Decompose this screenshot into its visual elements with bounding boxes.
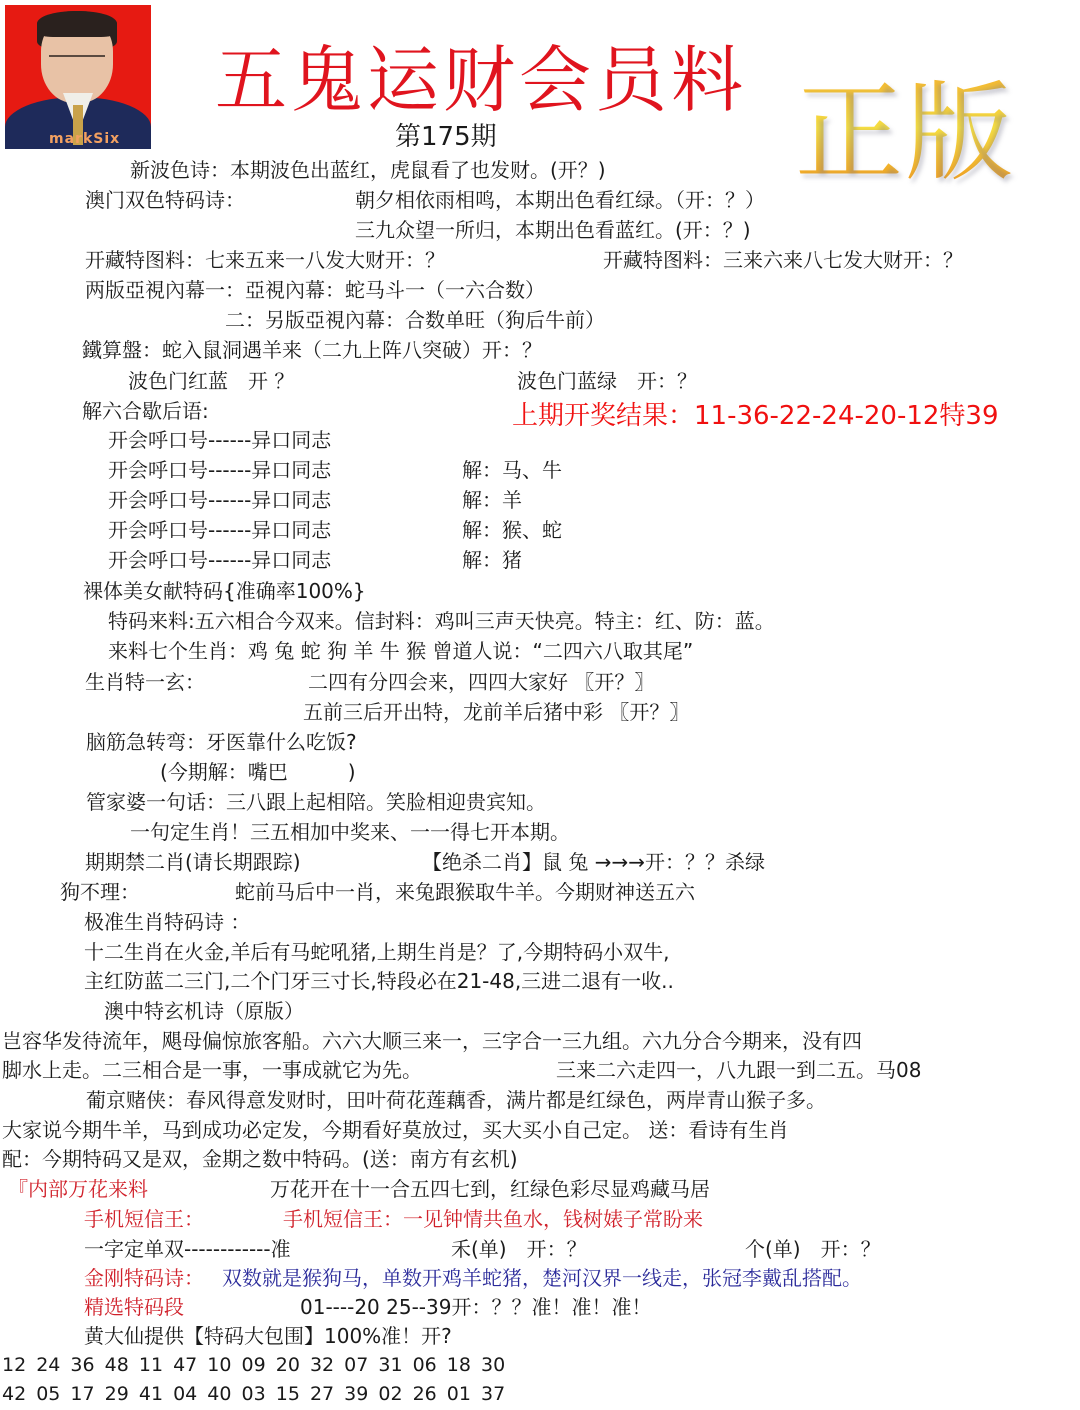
genuine-stamp: 正版 <box>795 71 1016 196</box>
poem-line-1: 岂容华发待流年，飓母偏惊旅客船。六六大顺三来一，三字合一三九组。六九分合今期来，没有四 <box>2 1029 862 1053</box>
wanhua-label: 『内部万花来料 <box>8 1177 148 1201</box>
xiehouyu-phrase: 开会呼口号------异口同志 <box>108 518 332 542</box>
dog-ignore-value: 蛇前马后中一肖，来兔跟猴取牛羊。今期财神送五六 <box>235 880 695 904</box>
numbers-row-1: 12 24 36 48 11 47 10 09 20 32 07 31 06 18 30 <box>2 1354 506 1376</box>
sms-king-value: 手机短信王：一见钟情共鱼水，钱树婊子常盼来 <box>283 1207 703 1231</box>
banned-value: 【绝杀二肖】鼠 兔 →→→开：？？杀绿 <box>422 850 765 874</box>
portrait-image <box>5 5 151 149</box>
macau-color-line-1: 朝夕相依雨相鸣，本期出色看红绿。（开：？） <box>355 188 765 212</box>
xiehouyu-phrase: 开会呼口号------异口同志 <box>108 458 332 482</box>
previous-draw-result: 上期开奖结果：11-36-22-24-20-12特39 <box>512 401 999 431</box>
wave-door-blue-green: 波色门蓝绿 开：？ <box>517 369 697 393</box>
tema-source-line: 特码来料:五六相合今双来。信封料：鸡叫三声天快亮。特主：红、防：蓝。 <box>108 609 775 633</box>
accurate-poem-label: 极准生肖特码诗 ： <box>84 910 251 934</box>
liangban-line-1: 两版亞視內幕一：亞視內幕：蛇马斗一（一六合数） <box>85 278 545 302</box>
selected-range-value: 01----20 25--39开：？？准！准！准！ <box>300 1295 652 1319</box>
xiehouyu-phrase: 开会呼口号------异口同志 <box>108 548 332 572</box>
macau-color-line-2: 三九众望一所归，本期出色看蓝红。(开：？) <box>355 218 751 242</box>
accurate-poem-line-1: 十二生肖在火金,羊后有马蛇吼猪,上期生肖是？了,今期特码小双牛, <box>84 940 670 964</box>
selected-range-label: 精选特码段 <box>84 1295 184 1319</box>
portrait-brand-logo: markSix <box>49 131 121 147</box>
single-double-label: 一字定单双------------准 <box>84 1237 291 1261</box>
vajra-poem-value: 双数就是猴狗马，单数开鸡羊蛇猪，楚河汉界一线走，张冠李戴乱搭配。 <box>222 1266 862 1290</box>
issue-number: 第175期 <box>395 122 497 152</box>
banned-label: 期期禁二肖(请长期跟踪) <box>85 850 301 874</box>
liangban-line-2: 二：另版亞視內幕：合数单旺（狗后牛前） <box>225 308 605 332</box>
seven-zodiac-line: 来料七个生肖：鸡 兔 蛇 狗 羊 牛 猴 曾道人说：“二四六八取其尾” <box>108 639 694 663</box>
everyone-says-line-2: 配：今期特码又是双，金期之数中特码。(送：南方有玄机) <box>2 1147 518 1171</box>
page-title: 五鬼运财会员料 <box>215 38 748 122</box>
kaicang-line-1: 开藏特图料：七来五来一八发大财开：？ <box>85 248 445 272</box>
single-double-1: 禾(单) 开：？ <box>451 1237 587 1261</box>
tiesuanpan-line: 鐵算盤：蛇入鼠洞遇羊来（二九上阵八突破）开：？ <box>82 338 542 362</box>
accurate-poem-line-2: 主红防蓝二三门,二个门牙三寸长,特段必在21-48,三进二退有一收.. <box>84 969 674 993</box>
xiehouyu-phrase: 开会呼口号------异口同志 <box>108 428 332 452</box>
zodiac-mystery-label: 生肖特一玄： <box>85 670 205 694</box>
xiehouyu-answer: 解：猪 <box>462 548 522 572</box>
numbers-row-2: 42 05 17 29 41 04 40 03 15 27 39 02 26 01 37 <box>2 1383 506 1405</box>
xiehouyu-answer: 解：马、牛 <box>462 458 562 482</box>
huang-daxian-line: 黄大仙提供【特码大包围】100%准！开? <box>84 1324 452 1348</box>
everyone-says-line-1: 大家说今期牛羊，马到成功必定发，今期看好莫放过，买大买小自己定。 送：看诗有生肖 <box>2 1118 789 1142</box>
new-wave-poem: 新波色诗：本期波色出蓝红，虎鼠看了也发财。(开？) <box>130 158 606 182</box>
single-double-2: 个(单) 开：？ <box>745 1237 881 1261</box>
brain-teaser-answer: (今期解：嘴巴 ) <box>160 760 356 784</box>
portrait-glasses <box>49 55 105 67</box>
vajra-poem-label: 金刚特码诗： <box>84 1266 204 1290</box>
xiehouyu-phrase: 开会呼口号------异口同志 <box>108 488 332 512</box>
housekeeper-line: 管家婆一句话：三八跟上起相陪。笑脸相迎贵宾知。 <box>86 790 546 814</box>
sms-king-label: 手机短信王： <box>84 1207 204 1231</box>
poem-line-2b: 三来二六走四一，八九跟一到二五。马08 <box>556 1058 922 1082</box>
xiehouyu-answer: 解：羊 <box>462 488 522 512</box>
kaicang-line-2: 开藏特图料：三来六来八七发大财开：？ <box>603 248 963 272</box>
gambler-line: 葡京赌侠：春风得意发财时，田叶荷花莲藕香，满片都是红绿色，两岸青山猴子多。 <box>86 1088 826 1112</box>
xiehouyu-answer: 解：猴、蛇 <box>462 518 562 542</box>
portrait-hair-top <box>37 11 117 37</box>
poem-line-2a: 脚水上走。二三相合是一事，一事成就它为先。 <box>2 1058 422 1082</box>
xiehouyu-label: 解六合歇后语: <box>82 399 209 423</box>
wanhua-value: 万花开在十一合五四七到，红绿色彩尽显鸡藏马居 <box>270 1177 710 1201</box>
one-sentence-line: 一句定生肖！三五相加中奖来、一一得七开本期。 <box>130 820 570 844</box>
zodiac-mystery-line-1: 二四有分四会来，四四大家好 〖开？〗 <box>308 670 655 694</box>
brain-teaser-question: 脑筋急转弯：牙医靠什么吃饭? <box>86 730 357 754</box>
macau-color-label: 澳门双色特码诗： <box>85 188 245 212</box>
zodiac-mystery-line-2: 五前三后开出特，龙前羊后猪中彩 〖开？〗 <box>303 700 690 724</box>
nude-tema-line: 裸体美女献特码{准确率100%} <box>83 579 366 603</box>
wave-door-red-blue: 波色门红蓝 开 ？ <box>128 369 295 393</box>
dog-ignore-label: 狗不理： <box>60 880 140 904</box>
macau-mystery-title: 澳中特玄机诗（原版） <box>104 999 304 1023</box>
